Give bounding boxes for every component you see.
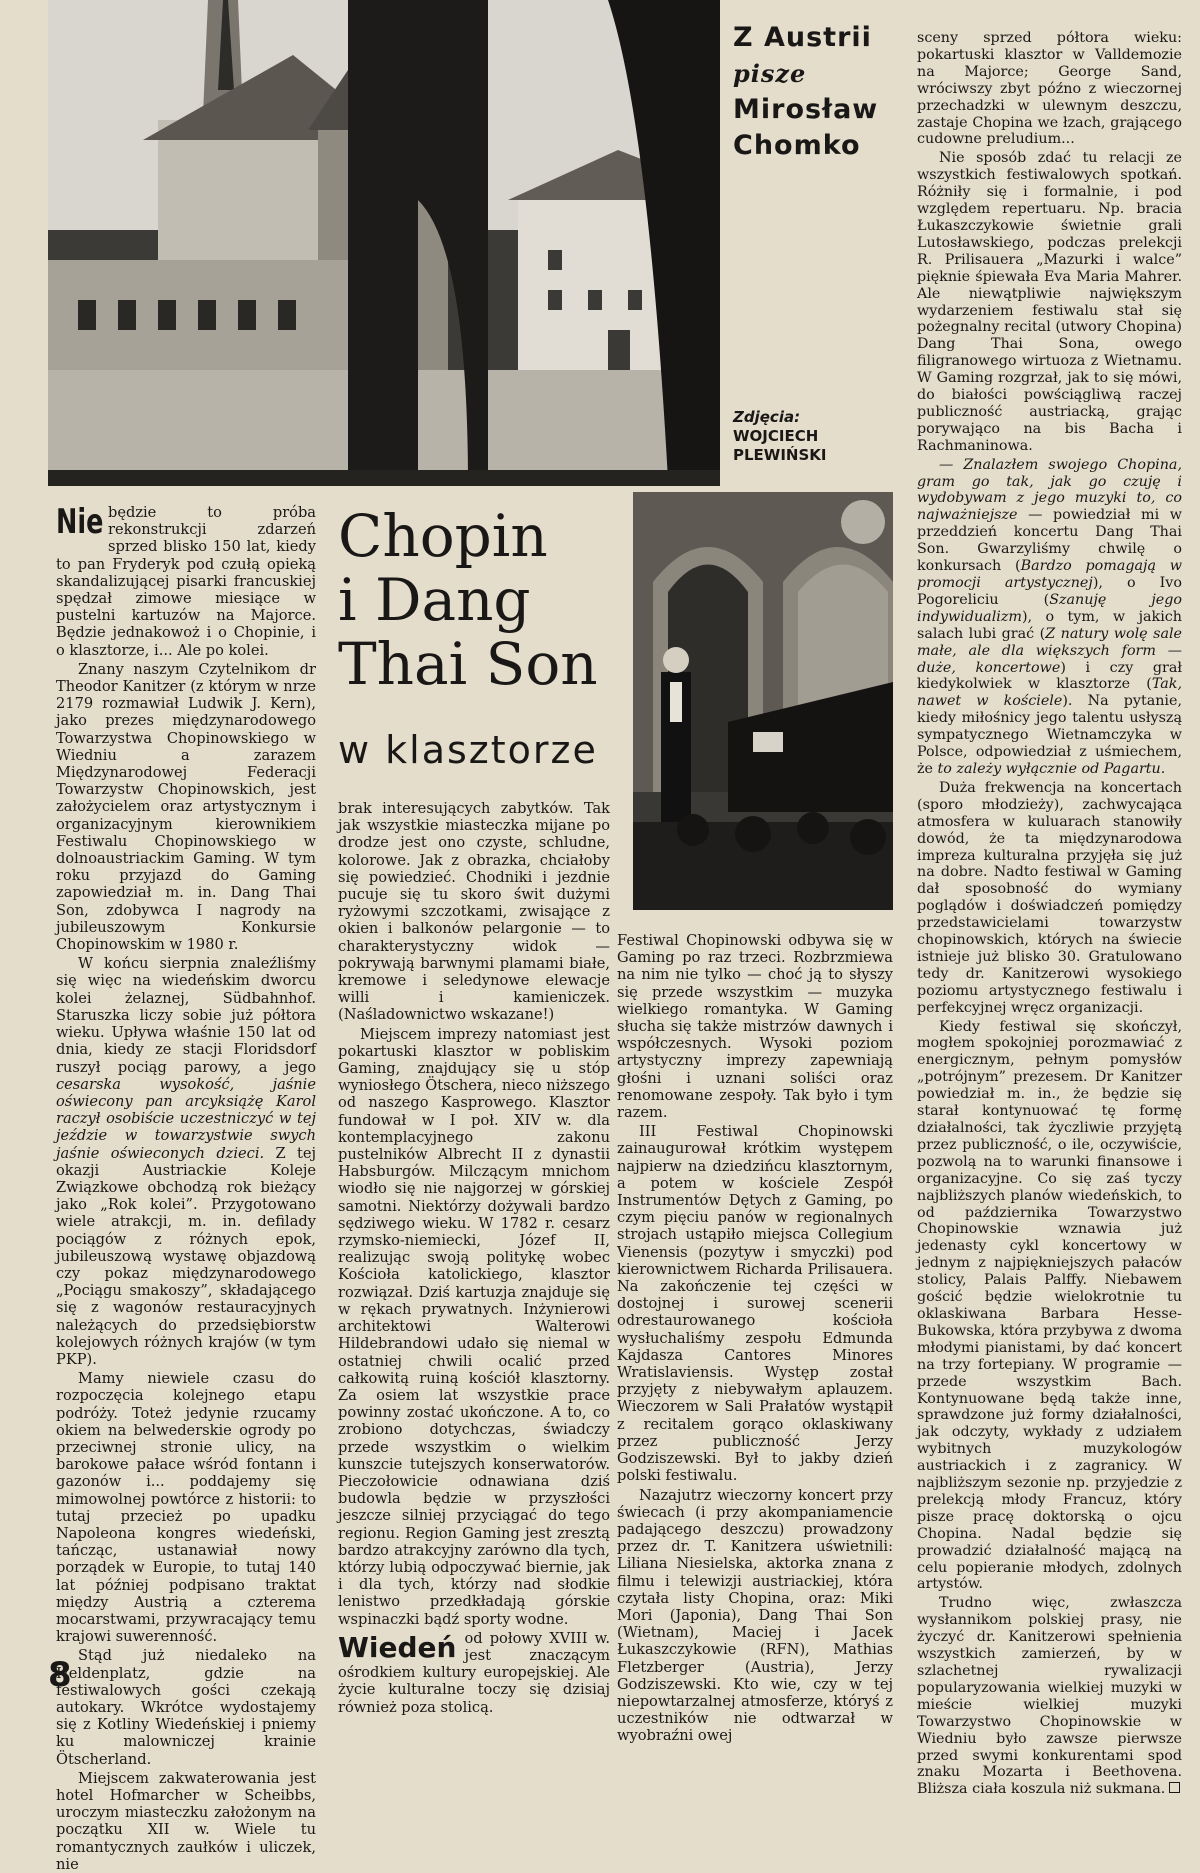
col1-paragraph-6: Miejscem zakwaterowania jest hotel Hofmarcher w Scheibbs, uroczym miasteczku założonym na początku XII w. Wiele tu romantycznych zaułków i uliczek, nie bbox=[56, 1769, 316, 1873]
photographer-first-name: WOJCIECH bbox=[733, 427, 819, 445]
col4-quote-paragraph bbox=[917, 457, 1182, 778]
monastery-courtyard-illustration bbox=[48, 0, 720, 486]
title-line-2: i Dang bbox=[338, 566, 531, 634]
col4-paragraph-5-text: Trudno więc, zwłaszcza wysłannikom polskiej prasy, nie życzyć dr. Kanitzerowi spełnienia wszystkich zamierzeń, by w szlachetnej rywalizacji popularyzowania wielkiej muzyki w mieście wielkiej muzyki Towarzystwo Chopinowskie w Wiedniu było zawsze pierwsze przed swymi konkurentami spod znaku Mozarta i Beethovena. Bliższa ciała koszula niż sukmana. bbox=[917, 1595, 1182, 1798]
col2-paragraph-1: brak interesujących zabytków. Tak jak wszystkie miasteczka mijane po drodze jest ono czyste, schludne, kolorowe. Jak z obrazka, chciałoby się powiedzieć. Chodniki i jezdnie pucuje się tu skoro świt dużymi ryżowymi szczotkami, zwisające z okien i balkonów pelargonie — to charakterystyczny widok — pokrywają barwnymi plamami białe, kremowe i seledynowe elewacje willi i kamieniczek. (Naśladownictwo wskazane!) bbox=[338, 800, 610, 1024]
monastery-courtyard-photo bbox=[48, 0, 720, 486]
article-title bbox=[338, 504, 628, 696]
pianist-illustration bbox=[633, 492, 893, 910]
col1-paragraph-1-text: będzie to próba rekonstrukcji zdarzeń sprzed blisko 150 lat, kiedy to pan Fryderyk pod czułą opieką skandalizującej pisarki francuskiej spędzał zimowe miesiące w pustelni kartuzów na Majorce. Będzie jednakowoż i o Chopinie, i o klasztorze, i... Ale po kolei. bbox=[56, 504, 316, 659]
page-number: 8 bbox=[48, 1655, 72, 1695]
column-2 bbox=[338, 800, 610, 1716]
byline bbox=[733, 20, 913, 164]
quote-6: to zależy wyłącznie od Pagartu. bbox=[937, 760, 1166, 777]
drop-word-wieden: Wiedeń bbox=[338, 1630, 457, 1664]
drop-cap-nie: Nie bbox=[56, 502, 104, 542]
col4-paragraph-4: Kiedy festiwal się skończył, mogłem spokojniej porozmawiać z energicznym, pełnym pomysłów „potrójnym” prezesem. Dr Kanitzer powiedział m. in., że będzie się starał kontynuować tę formę działalności, tak życzliwie przyjętą przez publiczność, o ile, oczywiście, pozwolą na to warunki finansowe i organizacyjne. Co się zaś tyczy najbliższych planów wiedeńskich, to od października Towarzystwo Chopinowskie wznawia już jedenasty cykl koncertowy w jednym z najpiękniejszych pałaców stolicy, Palais Palffy. Niebawem gościć będzie wielokrotnie tu oklaskiwana Barbara Hesse-Bukowska, która przybywa z dwoma młodymi pianistami, by dać koncert na trzy fortepiany. W programie — przede wszystkim Bach. Kontynuowane będą także inne, sprawdzone już formy działalności, jak odczyty, wykłady z udziałem wybitnych muzykologów austriackich i z zagranicy. W najbliższym sezonie np. przyjedzie z prelekcją młody Francuz, który pisze pracę doktorską o ojcu Chopina. Nadal będzie się prowadzić działalność mającą na celu popieranie młodych, zdolnych artystów. bbox=[917, 1018, 1182, 1593]
quote-text-3: ), o tym, w jakich salach lubi grać ( bbox=[917, 608, 1182, 642]
col1-paragraph-3 bbox=[56, 955, 316, 1368]
col1-paragraph-3-end: Z tej okazji Austriackie Koleje Związkowe obchodzą rok bieżący jako „Rok kolei”. Przygotowano wiele atrakcji, m. in. defilady pociągów z różnych epok, jubileuszową wystawę objazdową czy pokaz międzynarodowego „Pociągu smakoszy”, składającego się z wagonów restauracyjnych należących do przedsiębiorstw kolejowych różnych krajów (w tym PKP). bbox=[56, 1144, 316, 1368]
col2-paragraph-3 bbox=[338, 1630, 610, 1716]
quote-text-4: ) i czy grał kiedykolwiek w klasztorze ( bbox=[917, 659, 1183, 693]
quote-1: — Znalazłem swojego Chopina, gram go tak, jak go czuję i wydobywam z jego muzyki to, co najważniejsze bbox=[917, 456, 1182, 524]
title-line-1: Chopin bbox=[338, 502, 548, 570]
col4-paragraph-3: Duża frekwencja na koncertach (sporo młodzieży), zachwycająca atmosfera w kuluarach stanowiły dowód, że ta międzynarodowa impreza kulturalna przyjęła się już na dobre. Nadto festiwal w Gaming dał sposobność do wymiany poglądów i doświadczeń pomiędzy przedstawicielami towarzystw chopinowskich, których na świecie istnieje już blisko 30. Gratulowano tedy dr. Kanitzerowi wysokiego poziomu artystycznego festiwalu i perfekcyjnej wręcz organizacji. bbox=[917, 779, 1182, 1016]
col3-paragraph-3: Nazajutrz wieczorny koncert przy świecach (i przy akompaniamencie padającego deszczu) prowadzony przez dr. T. Kanitzera uświetnili: Liliana Niesielska, aktorka znana z filmu i telewizji austriackiej, która czytała listy Chopina, oraz: Miki Mori (Japonia), Dang Thai Son (Wietnam), Maciej i Jacek Łukaszczykowie (RFN), Mathias Fletzberger (Austria), Jerzy Godziszewski. Kto wie, czy w tej niepowtarzalnej atmosferze, któryś z uczestników nie odtwarzał w wyobraźni owej bbox=[617, 1486, 893, 1745]
author-first-name: Mirosław bbox=[733, 94, 879, 125]
quote-5: Tak, nawet w kościele bbox=[917, 676, 1182, 710]
col1-paragraph-5: Stąd już niedaleko na Heldenplatz, gdzie na festiwalowych gości czekają autokary. Wkrótce wydostajemy się z Kotliny Wiedeńskiej i pniemy ku malowniczej krainie Ötscherland. bbox=[56, 1647, 316, 1768]
byline-pisze: pisze bbox=[733, 59, 807, 88]
quote-text-5: ). Na pytanie, kiedy miłośnicy jego talentu usłyszą sympatycznego Wietnamczyka w Polsce, odpowiedział z uśmiechem, że bbox=[917, 693, 1182, 777]
article-subtitle: w klasztorze bbox=[338, 728, 598, 772]
quote-2: Bardzo pomagają w promocji artystycznej bbox=[917, 558, 1182, 591]
col1-paragraph-3-start: W końcu sierpnia znaleźliśmy się więc na wiedeńskim dworcu kolei żelaznej, Südbahnhof. Staruszka liczy sobie już półtora wieku. Upływa właśnie 150 lat od dnia, kiedy ze stacji Floridsdorf ruszył pociąg parowy, a jego bbox=[56, 955, 316, 1076]
col4-paragraph-5 bbox=[917, 1595, 1182, 1798]
column-1 bbox=[56, 504, 316, 1873]
col1-paragraph-3-quote: cesarska wysokość, jaśnie oświecony pan arcyksiążę Karol raczył osobiście uczestniczyć w tej jeździe w towarzystwie swych jaśnie oświeconych dzieci. bbox=[56, 1075, 316, 1162]
title-line-3: Thai Son bbox=[338, 630, 598, 698]
column-3 bbox=[617, 932, 893, 1745]
end-square-icon bbox=[1169, 1782, 1180, 1793]
quote-text-1: — powiedział mi w przeddzień koncertu Dang Thai Son. Gwarzyliśmy chwilę o konkursach ( bbox=[917, 507, 1182, 575]
col2-paragraph-3-text: od połowy XVIII w. jest znaczącym ośrodkiem kultury europejskiej. Ale życie kulturalne toczy się dzisiaj również poza stolicą. bbox=[338, 1629, 610, 1716]
photographer-last-name: PLEWIŃSKI bbox=[733, 446, 827, 464]
concert-photo bbox=[633, 492, 893, 910]
col1-paragraph-2: Znany naszym Czytelnikom dr Theodor Kanitzer (z którym w nrze 2179 rozmawiał Ludwik J. Kern), jako prezes międzynarodowego Towarzystwa Chopinowskiego w Wiedniu a zarazem Międzynarodowej Federacji Towarzystw Chopinowskich, jest założycielem oraz artystycznym i organizacyjnym kierownikiem Festiwalu Chopinowskiego w dolnoaustriackim Gaming. W tym roku przyjazd do Gaming zapowiedział m. in. Dang Thai Son, zdobywca I nagrody na jubileuszowym Konkursie Chopinowskim w 1980 r. bbox=[56, 660, 316, 954]
author-last-name: Chomko bbox=[733, 130, 861, 161]
byline-origin: Z Austrii bbox=[733, 22, 872, 53]
photo-credit bbox=[733, 408, 913, 465]
col1-paragraph-4: Mamy niewiele czasu do rozpoczęcia kolejnego etapu podróży. Toteż jedynie rzucamy okiem na belwederskie ogrody po przeciwnej stronie ulicy, na barokowe pałace wśród fontann i gazonów i... poddajemy się mimowolnej powtórce z historii: to tutaj przecież po upadku Napoleona kongres wiedeński, tańcząc, ustanawiał nowy porządek w Europie, to tutaj 140 lat później podpisano traktat między Austrią a czterema mocarstwami, przywracający temu krajowi suwerenność. bbox=[56, 1370, 316, 1646]
quote-text-2: ), o Ivo Pogoreliciu ( bbox=[917, 575, 1182, 608]
col3-paragraph-1: Festiwal Chopinowski odbywa się w Gaming po raz trzeci. Rozbrzmiewa na nim nie tylko — choć ją to słyszy się przede wszystkim — muzyka wielkiego romantyka. W Gaming słucha się także mistrzów dawnych i współczesnych. Wysoki poziom artystyczny imprezy zapewniają głośni i uznani soliści oraz renomowane zespoły. Tak było i tym razem. bbox=[617, 932, 893, 1122]
col3-paragraph-2: III Festiwal Chopinowski zainaugurował krótkim występem najpierw na dziedzińcu klasztornym, a potem w kościele Zespół Instrumentów Dętych z Gaming, po czym pięciu panów w regionalnych strojach ustąpiło miejsca Collegium Vienensis (pozytyw i smyczki) pod kierownictwem Richarda Prilisauera. Na zakończenie tej części w dostojnej i surowej scenerii odrestaurowanego kościoła wysłuchaliśmy zespołu Edmunda Kajdasza Cantores Minores Wratislaviensis. Występ został przyjęty z niebywałym aplauzem. Wieczorem w Sali Prałatów wystąpił z recitalem gorąco oklaskiwany przez publiczność Jerzy Godziszewski. Był to jakby dzień polski festiwalu. bbox=[617, 1123, 893, 1485]
col4-paragraph-2: Nie sposób zdać tu relacji ze wszystkich festiwalowych spotkań. Różniły się i formalnie, i pod względem repertuaru. Np. bracia Łukaszczykowie świetnie grali Lutosławskiego, podczas prelekcji R. Prilisauera „Mazurki i walce” pięknie śpiewała Eva Maria Mahrer. Ale niewątpliwie największym wydarzeniem festiwalu stał się pożegnalny recital (utwory Chopina) Dang Thai Sona, owego filigranowego wirtuoza z Wietnamu. W Gaming rozgrzał, jak to się mówi, do białości powściągliwą raczej publiczność austriacką, grając porywająco na bis Bacha i Rachmaninowa. bbox=[917, 150, 1182, 454]
photo-credit-label: Zdjęcia: bbox=[733, 408, 801, 426]
column-4 bbox=[917, 30, 1182, 1798]
quote-4: Z natury wolę sale małe, ale dla większych form — duże, koncertowe bbox=[917, 625, 1182, 676]
col4-paragraph-1: sceny sprzed półtora wieku: pokartuski klasztor w Valldemozie na Majorce; George Sand, wróciwszy zbyt późno z wieczornej przechadzki w ulewnym deszczu, zastaje Chopina we łzach, grającego cudowne preludium... bbox=[917, 30, 1182, 148]
col1-paragraph-1 bbox=[56, 504, 316, 659]
col2-paragraph-2: Miejscem imprezy natomiast jest pokartuski klasztor w pobliskim Gaming, znajdujący się u stóp wyniosłego Ötschera, nieco niższego od naszego Kasprowego. Klasztor fundował w I poł. XIV w. dla kontemplacyjnego zakonu pustelników Albrecht II z dynastii Habsburgów. Milczącym mnichom wiodło się nie najgorzej w górskiej samotni. Niektórzy dożywali bardzo sędziwego wieku. W 1782 r. cesarz rzymsko-niemiecki, Józef II, realizując swoją politykę wobec Kościoła katolickiego, klasztor rozwiązał. Dziś kartuzja znajduje się w rękach prywatnych. Inżynierowi architektowi Walterowi Hildebrandowi udało się niemal w ostatniej chwili ocalić przed całkowitą ruiną kościół klasztorny. Za osiem lat wszystkie prace powinny zostać ukończone. A to, co zrobiono dotychczas, świadczy przede wszystkim o wielkim kunszcie tutejszych konserwatorów. Pieczołowicie odnawiana dziś budowla będzie w przyszłości jeszcze silniej przyciągać do tego regionu. Region Gaming jest zresztą bardzo atrakcyjny zarówno dla tych, którzy lubią odpoczywać biernie, jak i dla tych, którzy nad słodkie lenistwo przedkładają górskie wspinaczki bądź sporty wodne. bbox=[338, 1025, 610, 1628]
quote-3: Szanuję jego indywidualizm bbox=[917, 591, 1182, 625]
